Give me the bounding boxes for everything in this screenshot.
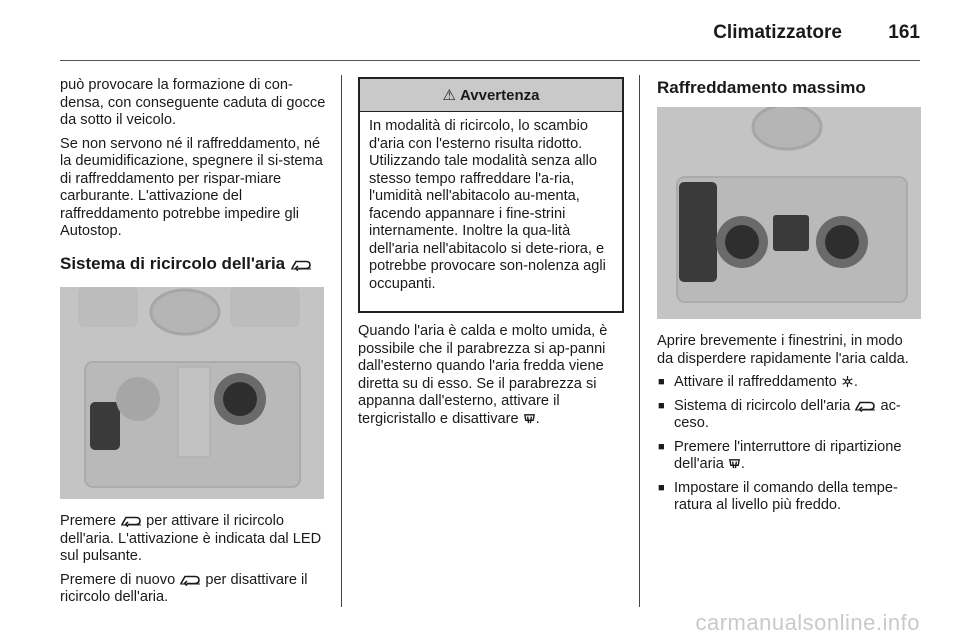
header-rule (60, 60, 920, 61)
recirculation-icon (854, 399, 876, 412)
column-divider-2 (639, 75, 640, 607)
warning-box (358, 77, 624, 313)
text: Attivare il raffreddamento (674, 374, 837, 390)
text: Sistema di ricircolo dell'aria (674, 397, 851, 414)
column-2 (358, 323, 626, 434)
windshield-air-icon (728, 457, 741, 470)
page-number: 161 (888, 22, 920, 43)
text: Quando l'aria è calda e molto umida, è possibile che il parabrezza si ap-panni dall'esterno quando l'aria fredda viene diretta su di esso. Se il parabrezza si appanna dall'esterno, attivare il tergicristallo e disattivare (358, 323, 608, 427)
text: per disattivare il ricircolo dell'aria. (60, 571, 308, 605)
warning-triangle-icon: ⚠ (442, 87, 456, 104)
paragraph: Se non servono né il raffreddamento, né la deumidificazione, spegnere il si-stema di raffreddamento per rispar-miare carburante. L'attivazione del raffreddamento potrebbe impedire gli Autostop. (60, 135, 323, 239)
column-divider-1 (341, 75, 342, 607)
text: ac-ceso. (674, 397, 901, 431)
text: Premere di nuovo (60, 571, 176, 588)
warning-title: Avvertenza (459, 86, 540, 104)
snowflake-icon (841, 375, 854, 388)
column-3-lower (657, 333, 922, 521)
column-3 (657, 77, 922, 99)
paragraph: Quando l'aria è calda e molto umida, è possibile che il parabrezza si ap-panni dall'esterno quando l'aria fredda viene diretta su di esso. Se il parabrezza si appanna dall'esterno, attivare il tergicristallo e disattivare . (358, 323, 608, 427)
section-heading (60, 253, 328, 275)
recirculation-icon (179, 573, 201, 586)
windshield-air-icon (523, 412, 536, 425)
section-heading-text: Sistema di ricircolo dell'aria (60, 253, 286, 273)
recirculation-icon (290, 258, 312, 271)
list-item: ■ Premere l'interruttore di ripartizione dell'aria . (657, 439, 922, 474)
watermark: carmanualsonline.info (695, 610, 920, 635)
recirculation-control-photo (60, 287, 324, 499)
paragraph (60, 513, 330, 566)
text: Premere (60, 513, 116, 529)
list-item: ■ Attivare il raffreddamento . (657, 374, 922, 392)
section-heading: Raffreddamento massimo (657, 78, 866, 97)
list-item (657, 398, 922, 433)
column-1 (60, 77, 328, 275)
max-cooling-control-photo (657, 107, 921, 319)
warning-body: In modalità di ricircolo, lo scambio d'aria con l'esterno risulta ridotto. Utilizzando tale modalità senza allo stesso tempo raffreddare l'a-ria, l'umidità nell'abitacolo au-menta, facendo appannare i fine-strini internamente. Inoltre la qua-lità dell'aria nell'abitacolo si dete-riora, e potrebbe provocare son-nolenza agli occupanti. (369, 118, 606, 292)
text: Premere l'interruttore di ripartizione dell'aria (674, 438, 902, 472)
bullet-list (657, 374, 922, 515)
page-title: Climatizzatore (713, 22, 842, 43)
text: per attivare il ricircolo dell'aria. L'attivazione è indicata dal LED sul pulsante. (60, 513, 322, 564)
paragraph: può provocare la formazione di con-densa, con conseguente caduta di gocce da sotto il veicolo. (60, 77, 326, 128)
recirculation-icon (120, 514, 142, 527)
warning-header (360, 79, 622, 112)
list-item: ■ Impostare il comando della tempe-ratura al livello più freddo. (657, 480, 922, 515)
paragraph: Aprire brevemente i finestrini, in modo da disperdere rapidamente l'aria calda. (657, 333, 909, 367)
paragraph (60, 572, 330, 607)
column-1-lower (60, 513, 330, 613)
